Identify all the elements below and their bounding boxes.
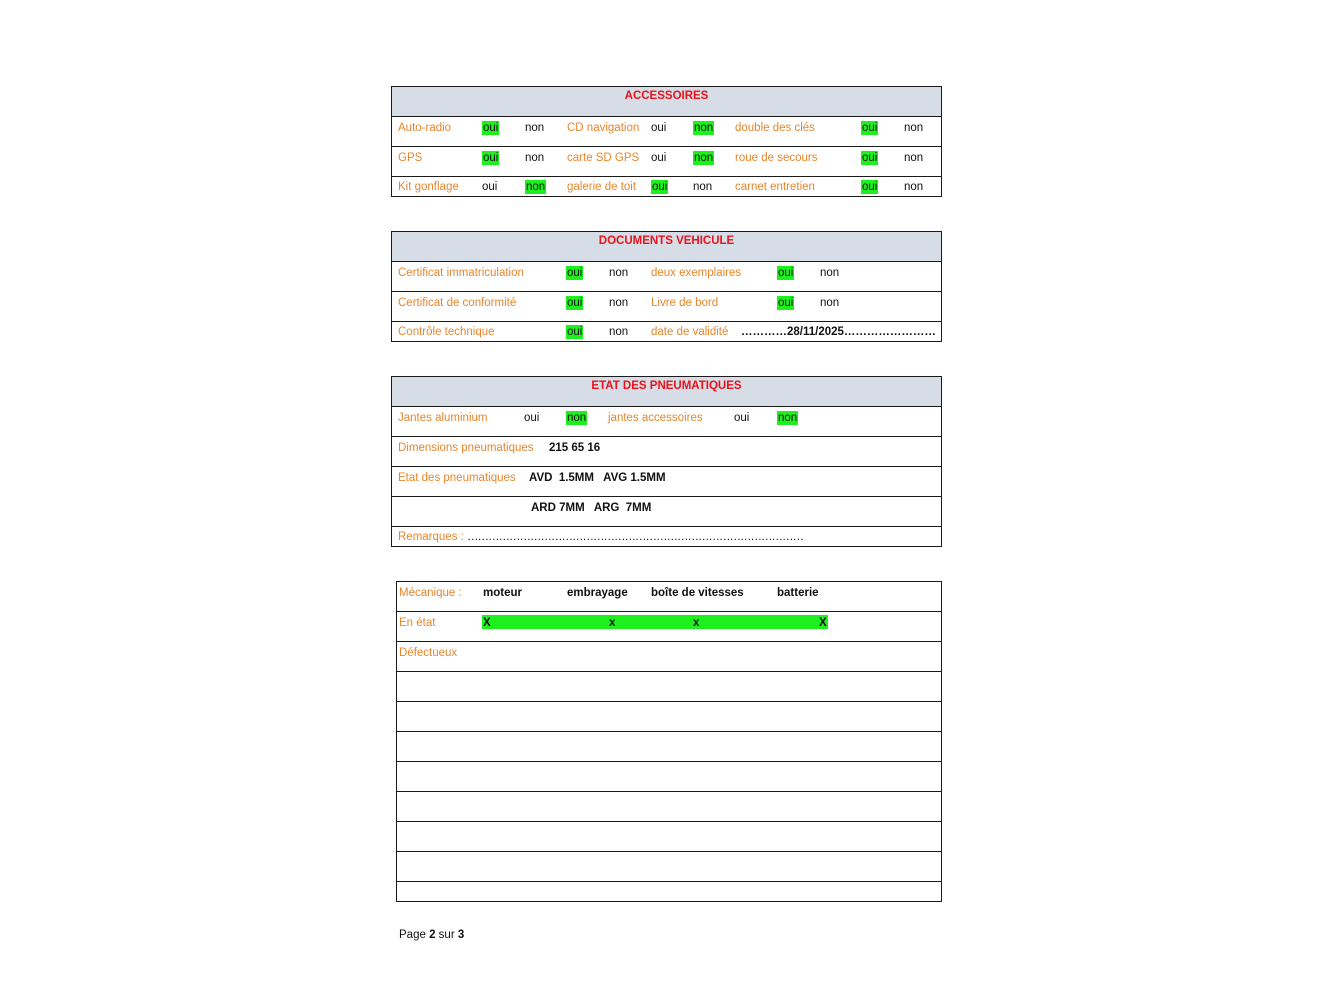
en-etat-label: En état: [399, 617, 436, 629]
accessoire-oui: oui: [651, 122, 667, 134]
accessoire-label: Auto-radio: [398, 122, 452, 134]
page-number: [399, 928, 464, 942]
jantes-aluminium-oui: oui: [524, 412, 540, 424]
accessoire-oui: oui: [651, 152, 667, 164]
mecanique-column: batterie: [777, 587, 819, 599]
mecanique-table: [396, 581, 942, 902]
document-label: deux exemplaires: [651, 267, 742, 279]
jantes-row: [392, 407, 941, 437]
empty-row: [397, 672, 941, 702]
empty-row: [397, 732, 941, 762]
en-etat-row: [397, 612, 941, 642]
document-non: non: [820, 267, 840, 279]
page-prefix: Page: [399, 929, 426, 941]
accessoire-non: non: [694, 122, 714, 134]
page-current: 2: [429, 929, 436, 941]
empty-row: [397, 792, 941, 822]
accessoire-non: non: [904, 152, 924, 164]
mecanique-column: boîte de vitesses: [651, 587, 744, 599]
documents-row: [392, 262, 941, 292]
document-oui: oui: [778, 297, 794, 309]
accessoire-label: carte SD GPS: [567, 152, 640, 164]
defectueux-label: Défectueux: [399, 647, 458, 659]
empty-row: [397, 702, 941, 732]
empty-row: [397, 822, 941, 852]
validity-date-value: …………28/11/2025……………………: [741, 326, 936, 338]
en-etat-mark: X: [819, 617, 827, 629]
en-etat-mark: x: [609, 617, 616, 629]
document-oui: oui: [567, 267, 583, 279]
etat-pneus-rear-row: [392, 497, 941, 527]
documents-row: [392, 322, 941, 342]
accessoire-label: roue de secours: [735, 152, 818, 164]
document-label: Certificat de conformité: [398, 297, 517, 309]
accessoire-non: non: [693, 181, 713, 193]
accessoires-row: [392, 177, 941, 197]
document-label: date de validité: [651, 326, 729, 338]
jantes-aluminium-label: Jantes aluminium: [398, 412, 488, 424]
documents-title: DOCUMENTS VEHICULE: [392, 232, 941, 262]
document-oui: oui: [778, 267, 794, 279]
accessoires-table: [391, 86, 942, 197]
pneumatiques-table: [391, 376, 942, 547]
jantes-accessoires-non: non: [778, 412, 798, 424]
accessoires-row: [392, 117, 941, 147]
jantes-accessoires-oui: oui: [734, 412, 750, 424]
accessoire-label: double des clés: [735, 122, 815, 134]
accessoire-label: Kit gonflage: [398, 181, 459, 193]
accessoire-non: non: [525, 122, 545, 134]
page-middle: sur: [438, 929, 455, 941]
accessoire-oui: oui: [482, 181, 498, 193]
pneumatiques-title: ETAT DES PNEUMATIQUES: [392, 377, 941, 407]
accessoire-label: GPS: [398, 152, 423, 164]
documents-row: [392, 292, 941, 322]
remarques-label: Remarques :: [398, 531, 464, 543]
mecanique-column: embrayage: [567, 587, 628, 599]
accessoire-oui: oui: [862, 122, 878, 134]
document-label: Livre de bord: [651, 297, 719, 309]
defectueux-row: [397, 642, 941, 672]
dimensions-label: Dimensions pneumatiques: [398, 442, 534, 454]
accessoire-non: non: [525, 152, 545, 164]
accessoire-oui: oui: [862, 181, 878, 193]
document-non: non: [820, 297, 840, 309]
empty-row: [397, 852, 941, 882]
accessoires-title: ACCESSOIRES: [392, 87, 941, 117]
document-non: non: [609, 326, 629, 338]
accessoires-row: [392, 147, 941, 177]
jantes-accessoires-label: jantes accessoires: [608, 412, 703, 424]
document-non: non: [609, 267, 629, 279]
jantes-aluminium-non: non: [567, 412, 587, 424]
document-label: Certificat immatriculation: [398, 267, 524, 279]
remarques-value: ……………………………………………………………………………………: [467, 531, 803, 543]
en-etat-mark: X: [483, 617, 491, 629]
en-etat-highlight: [482, 615, 828, 629]
dimensions-row: [392, 437, 941, 467]
accessoire-label: CD navigation: [567, 122, 640, 134]
etat-pneus-front: AVD 1.5MM AVG 1.5MM: [529, 472, 666, 484]
accessoire-non: non: [694, 152, 714, 164]
document-label: Contrôle technique: [398, 326, 495, 338]
en-etat-mark: x: [693, 617, 700, 629]
accessoire-oui: oui: [652, 181, 668, 193]
mecanique-header-row: [397, 582, 941, 612]
page-total: 3: [457, 929, 465, 941]
mecanique-column: moteur: [483, 587, 522, 599]
accessoire-non: non: [904, 181, 924, 193]
document-oui: oui: [567, 326, 583, 338]
accessoire-label: galerie de toit: [567, 181, 637, 193]
accessoire-label: carnet entretien: [735, 181, 815, 193]
etat-pneus-row: [392, 467, 941, 497]
document-oui: oui: [567, 297, 583, 309]
mecanique-label: Mécanique :: [399, 587, 462, 599]
empty-row: [397, 762, 941, 792]
remarques-row: [392, 527, 941, 547]
etat-pneus-rear: ARD 7MM ARG 7MM: [531, 502, 652, 514]
accessoire-non: non: [904, 122, 924, 134]
accessoire-non: non: [526, 181, 546, 193]
accessoire-oui: oui: [483, 122, 499, 134]
empty-row: [397, 882, 941, 902]
accessoire-oui: oui: [862, 152, 878, 164]
document-non: non: [609, 297, 629, 309]
accessoire-oui: oui: [483, 152, 499, 164]
etat-pneus-label: Etat des pneumatiques: [398, 472, 516, 484]
documents-table: [391, 231, 942, 342]
dimensions-value: 215 65 16: [549, 442, 601, 454]
